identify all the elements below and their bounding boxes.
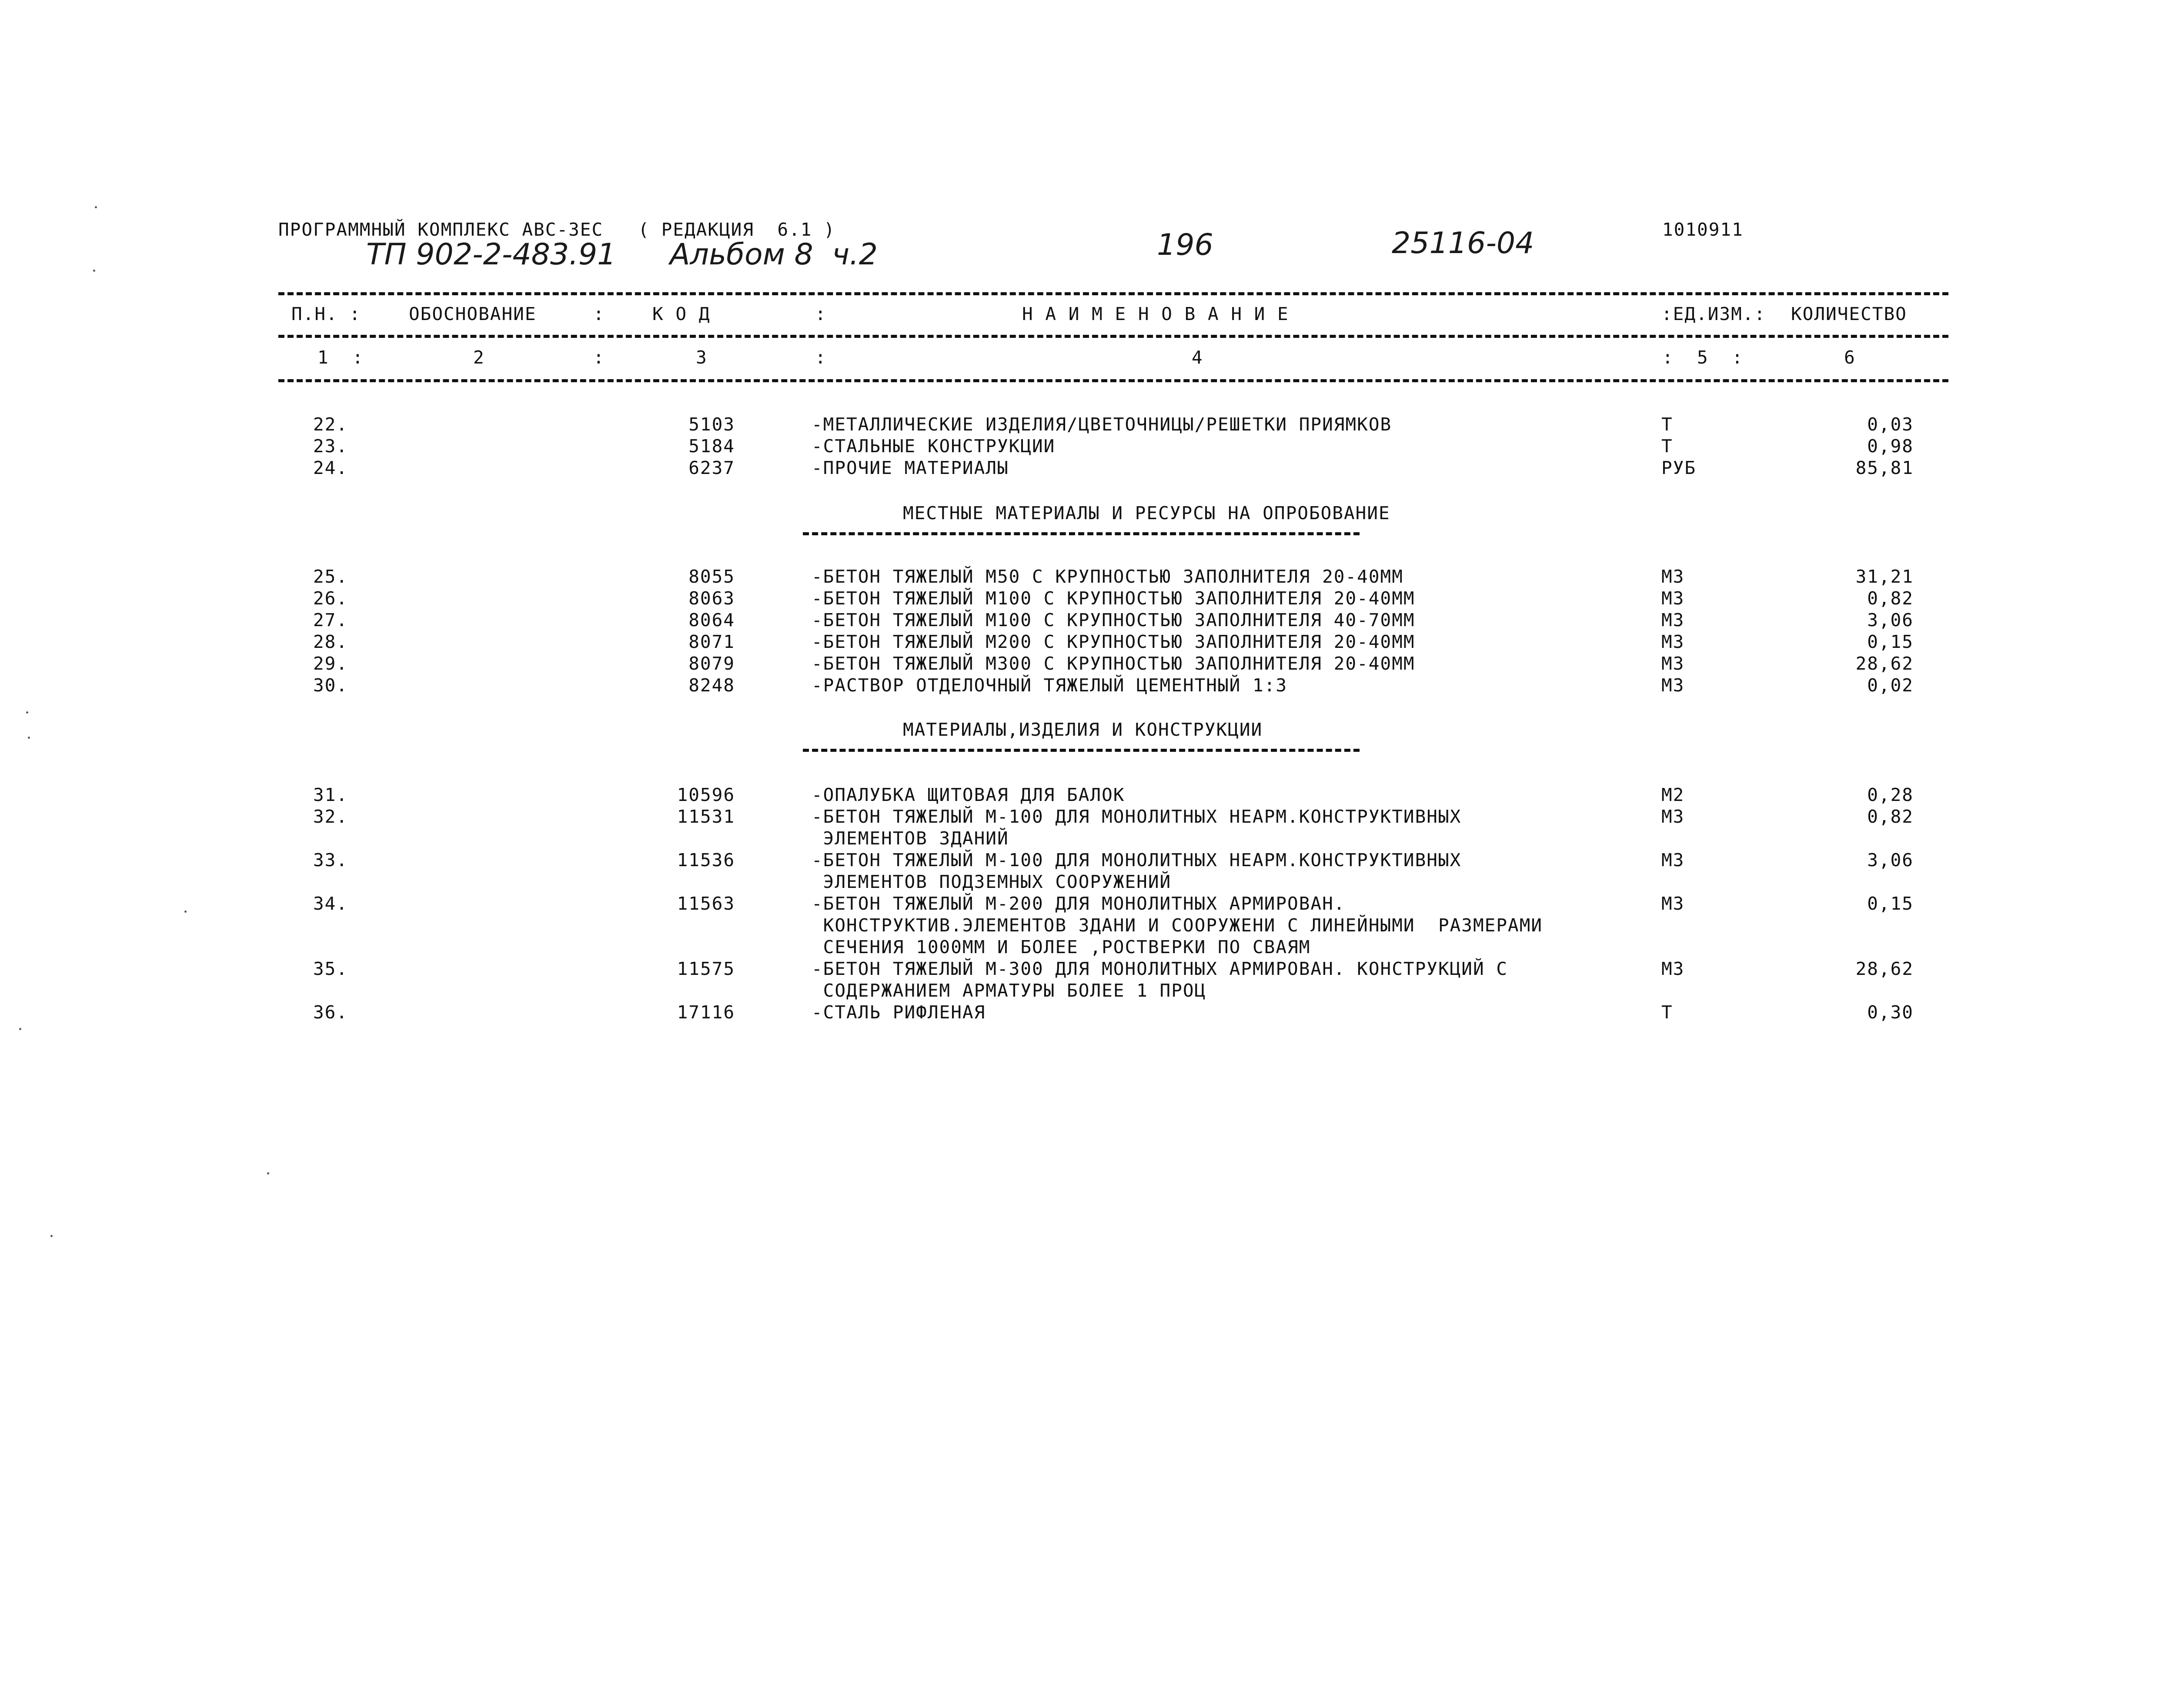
row-number: 26. [313, 588, 348, 609]
row-unit: М3 [1661, 958, 1685, 979]
row-unit: М2 [1661, 784, 1685, 805]
row-name: -РАСТВОР ОТДЕЛОЧНЫЙ ТЯЖЕЛЫЙ ЦЕМЕНТНЫЙ 1:3 [812, 675, 1288, 696]
row-unit: Т [1661, 1002, 1673, 1023]
row-name: -СТАЛЬ РИФЛЕНАЯ [812, 1002, 986, 1023]
row-name: -БЕТОН ТЯЖЕЛЫЙ М50 С КРУПНОСТЬЮ ЗАПОЛНИТЕЛЯ 20-40ММ [812, 566, 1403, 587]
header-bottom-rule [278, 379, 1948, 382]
row-quantity: 28,62 [1855, 653, 1914, 674]
row-number: 33. [313, 850, 348, 871]
col-number-4: 4 [1192, 347, 1203, 368]
row-name-continued: КОНСТРУКТИВ.ЭЛЕМЕНТОВ ЗДАНИ И СООРУЖЕНИ С ЛИНЕЙНЫМИ РАЗМЕРАМИ [812, 915, 1543, 936]
row-code: 8071 [688, 631, 735, 652]
col-header-code: К О Д [652, 304, 711, 324]
row-number: 31. [313, 784, 348, 805]
row-quantity: 0,15 [1867, 893, 1914, 914]
row-code: 5184 [688, 436, 735, 457]
row-name-continued: ЭЛЕМЕНТОВ ПОДЗЕМНЫХ СООРУЖЕНИЙ [812, 871, 1172, 892]
row-quantity: 0,28 [1867, 784, 1914, 805]
handwritten-page-number: 196 [1157, 228, 1213, 262]
row-code: 17116 [677, 1002, 735, 1023]
row-name-continued: ЭЛЕМЕНТОВ ЗДАНИЙ [812, 828, 1009, 849]
row-unit: М3 [1661, 631, 1685, 652]
row-unit: М3 [1661, 588, 1685, 609]
row-name: -БЕТОН ТЯЖЕЛЫЙ М100 С КРУПНОСТЬЮ ЗАПОЛНИТЕЛЯ 20-40ММ [812, 588, 1415, 609]
col-number-1: 1 : [317, 347, 364, 368]
row-code: 5103 [688, 414, 735, 435]
row-number: 28. [313, 631, 348, 652]
document-code: 1010911 [1662, 219, 1744, 240]
row-code: 11531 [677, 806, 735, 827]
scan-speck [50, 1235, 53, 1237]
row-number: 24. [313, 457, 348, 478]
scan-speck [26, 711, 28, 714]
row-name: -БЕТОН ТЯЖЕЛЫЙ М-200 ДЛЯ МОНОЛИТНЫХ АРМИРОВАН. [812, 893, 1346, 914]
program-header: ПРОГРАММНЫЙ КОМПЛЕКС АВС-3ЕС ( РЕДАКЦИЯ 6.1 ) [278, 219, 835, 240]
row-code: 8064 [688, 610, 735, 630]
row-code: 6237 [688, 457, 735, 478]
row-name-continued: СОДЕРЖАНИЕМ АРМАТУРЫ БОЛЕЕ 1 ПРОЦ [812, 980, 1206, 1001]
row-unit: М3 [1661, 850, 1685, 871]
row-code: 10596 [677, 784, 735, 805]
row-name: -МЕТАЛЛИЧЕСКИЕ ИЗДЕЛИЯ/ЦВЕТОЧНИЦЫ/РЕШЕТКИ ПРИЯМКОВ [812, 414, 1392, 435]
row-quantity: 3,06 [1867, 850, 1914, 871]
row-unit: РУБ [1661, 457, 1697, 478]
row-quantity: 0,30 [1867, 1002, 1914, 1023]
col-number-2: 2 [473, 347, 485, 368]
row-unit: М3 [1661, 806, 1685, 827]
row-unit: М3 [1661, 610, 1685, 630]
handwritten-project-number: ТП 902-2-483.91 [366, 237, 616, 272]
row-quantity: 3,06 [1867, 610, 1914, 630]
col-header-quantity: КОЛИЧЕСТВО [1791, 304, 1907, 324]
scan-speck [267, 1172, 269, 1174]
row-quantity: 0,98 [1867, 436, 1914, 457]
row-name: -БЕТОН ТЯЖЕЛЫЙ М-300 ДЛЯ МОНОЛИТНЫХ АРМИРОВАН. КОНСТРУКЦИЙ С [812, 958, 1508, 979]
row-quantity: 85,81 [1855, 457, 1914, 478]
handwritten-album: Альбом 8 ч.2 [670, 237, 878, 272]
col-header-name: Н А И М Е Н О В А Н И Е [1022, 304, 1289, 324]
row-number: 36. [313, 1002, 348, 1023]
scan-speck [184, 911, 187, 913]
row-name-continued: СЕЧЕНИЯ 1000ММ И БОЛЕЕ ,РОСТВЕРКИ ПО СВАЯМ [812, 937, 1311, 957]
row-name: -БЕТОН ТЯЖЕЛЫЙ М100 С КРУПНОСТЬЮ ЗАПОЛНИТЕЛЯ 40-70ММ [812, 610, 1415, 630]
scan-speck [28, 737, 30, 739]
row-name: -ПРОЧИЕ МАТЕРИАЛЫ [812, 457, 1009, 478]
row-quantity: 31,21 [1855, 566, 1914, 587]
row-quantity: 0,02 [1867, 675, 1914, 696]
col-header-sep-1: : [593, 304, 605, 324]
section-underline [803, 749, 1360, 752]
row-code: 8248 [688, 675, 735, 696]
section-underline [803, 532, 1360, 535]
row-quantity: 28,62 [1855, 958, 1914, 979]
section-title-materials: МАТЕРИАЛЫ,ИЗДЕЛИЯ И КОНСТРУКЦИИ [903, 719, 1263, 740]
col-number-3: 3 [696, 347, 708, 368]
row-unit: М3 [1661, 566, 1685, 587]
scan-speck [93, 270, 95, 272]
row-name: -БЕТОН ТЯЖЕЛЫЙ М200 С КРУПНОСТЬЮ ЗАПОЛНИТЕЛЯ 20-40ММ [812, 631, 1415, 652]
header-middle-rule [278, 335, 1948, 338]
row-name: -БЕТОН ТЯЖЕЛЫЙ М300 С КРУПНОСТЬЮ ЗАПОЛНИТЕЛЯ 20-40ММ [812, 653, 1415, 674]
scan-speck [95, 206, 97, 208]
row-name: -СТАЛЬНЫЕ КОНСТРУКЦИИ [812, 436, 1056, 457]
row-number: 34. [313, 893, 348, 914]
handwritten-document-number: 25116-04 [1392, 226, 1534, 260]
row-unit: Т [1661, 436, 1673, 457]
row-unit: Т [1661, 414, 1673, 435]
col-header-sep-2: : [815, 304, 827, 324]
row-code: 8055 [688, 566, 735, 587]
row-quantity: 0,82 [1867, 806, 1914, 827]
row-code: 8063 [688, 588, 735, 609]
col-number-sep-2: : [815, 347, 827, 368]
row-name: -БЕТОН ТЯЖЕЛЫЙ М-100 ДЛЯ МОНОЛИТНЫХ НЕАРМ.КОНСТРУКТИВНЫХ [812, 850, 1462, 871]
row-number: 32. [313, 806, 348, 827]
row-number: 30. [313, 675, 348, 696]
row-number: 25. [313, 566, 348, 587]
scan-speck [19, 1028, 21, 1030]
row-unit: М3 [1661, 893, 1685, 914]
row-quantity: 0,15 [1867, 631, 1914, 652]
row-number: 22. [313, 414, 348, 435]
col-header-number: П.Н. : [291, 304, 361, 324]
col-header-basis: ОБОСНОВАНИЕ [409, 304, 537, 324]
row-quantity: 0,03 [1867, 414, 1914, 435]
col-header-unit: :ЕД.ИЗМ.: [1661, 304, 1766, 324]
col-number-sep-1: : [593, 347, 605, 368]
section-title-local-materials: МЕСТНЫЕ МАТЕРИАЛЫ И РЕСУРСЫ НА ОПРОБОВАНИЕ [903, 503, 1390, 524]
row-code: 11563 [677, 893, 735, 914]
col-number-5: : 5 : [1662, 347, 1744, 368]
header-top-rule [278, 292, 1948, 295]
row-name: -БЕТОН ТЯЖЕЛЫЙ М-100 ДЛЯ МОНОЛИТНЫХ НЕАРМ.КОНСТРУКТИВНЫХ [812, 806, 1462, 827]
row-unit: М3 [1661, 675, 1685, 696]
row-name: -ОПАЛУБКА ЩИТОВАЯ ДЛЯ БАЛОК [812, 784, 1125, 805]
row-number: 35. [313, 958, 348, 979]
row-code: 8079 [688, 653, 735, 674]
row-number: 29. [313, 653, 348, 674]
row-quantity: 0,82 [1867, 588, 1914, 609]
row-number: 23. [313, 436, 348, 457]
col-number-6: 6 [1844, 347, 1856, 368]
row-number: 27. [313, 610, 348, 630]
row-code: 11536 [677, 850, 735, 871]
row-unit: М3 [1661, 653, 1685, 674]
row-code: 11575 [677, 958, 735, 979]
